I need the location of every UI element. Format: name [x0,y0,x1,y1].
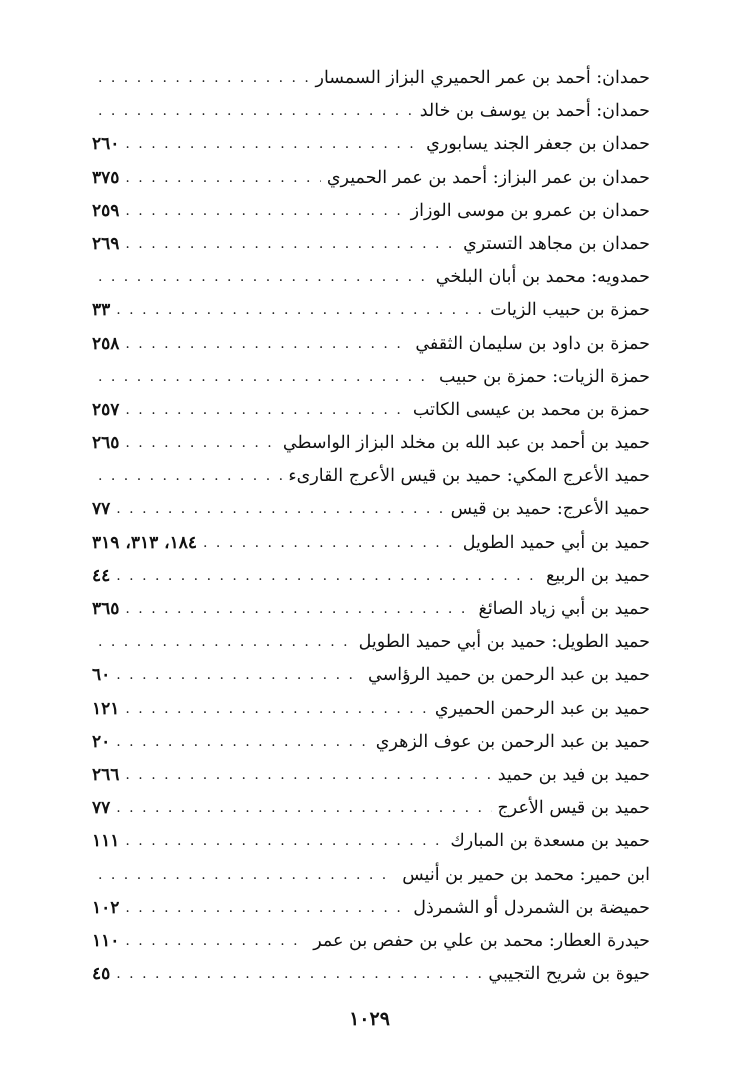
entry-name: حيوة بن شريح التجيبي [488,964,650,985]
entry-page-refs: ١٢١ [92,698,120,719]
entry-page-refs: ٦٠ [92,665,111,686]
entry-name: حمدان بن مجاهد التستري [463,233,650,254]
index-entry [92,361,650,394]
dot-leader [119,128,420,161]
dot-leader [110,792,491,825]
entry-name: حمدان بن جعفر الجند يسابوري [426,134,650,155]
index-page [92,62,650,991]
index-entry [92,958,650,991]
index-list [92,62,650,991]
dot-leader [119,195,404,228]
index-entry [92,626,650,659]
dot-leader [110,493,444,526]
entry-name: حميد بن قيس الأعرج [497,798,650,819]
entry-name: حميد بن أبي زياد الصائغ [478,599,650,619]
entry-page-refs: ٢٦٠ [92,134,120,155]
entry-name: حيدرة العطار: محمد بن علي بن حفص بن عمر [313,930,650,951]
entry-name: حمدان بن عمر البزاز: أحمد بن عمر الحميري [326,167,650,188]
entry-page-refs: ٣٣ [92,300,111,321]
entry-page-refs: ٢٥٩ [92,200,120,221]
entry-name: حميضة بن الشمردل أو الشمرذل [413,897,650,918]
index-entry [92,162,650,195]
entry-name: حميد بن عبد الرحمن الحميري [434,698,650,719]
index-entry [92,925,650,958]
entry-page-refs: ٢٥٨ [92,333,120,354]
entry-name: حمدويه: محمد بن أبان البلخي [435,267,650,288]
entry-page-refs: ٢٠ [92,731,111,752]
dot-leader [92,460,282,493]
index-entry [92,493,650,526]
entry-page-refs: ٣٧٥ [92,167,120,188]
dot-leader [92,62,310,95]
entry-name: حمدان بن عمرو بن موسى الوزاز [410,200,650,221]
entry-name: حميد بن فيد بن حميد [497,764,650,785]
entry-name: حمزة بن حبيب الزيات [490,300,650,321]
dot-leader [119,925,307,958]
index-entry [92,593,650,626]
page-number: ١٠٢٩ [349,1008,390,1030]
dot-leader [92,859,396,892]
index-entry [92,62,650,95]
entry-name: حميد الطويل: حميد بن أبي حميد الطويل [358,632,650,653]
entry-page-refs: ٢٦٥ [92,433,120,454]
entry-name: حميد بن عبد الرحمن بن حميد الرؤاسي [368,665,650,686]
dot-leader [119,394,406,427]
dot-leader [119,593,472,626]
entry-name: حمدان: أحمد بن يوسف بن خالد [419,101,650,122]
index-entry [92,659,650,692]
index-entry [92,294,650,327]
entry-name: ابن حمير: محمد بن حمير بن أنيس [402,864,650,885]
index-entry [92,825,650,858]
entry-name: حميد بن أحمد بن عبد الله بن مخلد البزاز الواسطي [282,433,650,454]
dot-leader [92,95,414,128]
dot-leader [119,759,491,792]
entry-name: حميد بن عبد الرحمن بن عوف الزهري [375,731,650,752]
dot-leader [92,261,430,294]
index-entry [92,394,650,427]
dot-leader [119,427,276,460]
index-entry [92,128,650,161]
entry-page-refs: ١١٠ [92,930,120,951]
dot-leader [119,228,457,261]
dot-leader [119,162,320,195]
dot-leader [110,958,482,991]
index-entry [92,560,650,593]
index-entry [92,427,650,460]
index-entry [92,726,650,759]
entry-page-refs: ٤٤ [92,565,111,586]
index-entry [92,261,650,294]
entry-page-refs: ٣٦٥ [92,599,120,619]
index-entry [92,95,650,128]
dot-leader [92,626,353,659]
index-entry [92,195,650,228]
dot-leader [119,328,409,361]
entry-name: حميد بن الربيع [545,565,650,586]
dot-leader [110,659,362,692]
entry-name: حميد الأعرج المكي: حميد بن قيس الأعرج القارىء [288,466,650,487]
entry-page-refs: ١٠٢ [92,897,120,918]
entry-page-refs: ٢٦٩ [92,233,120,254]
entry-page-refs: ٢٥٧ [92,399,120,420]
dot-leader [92,361,433,394]
entry-name: حميد بن مسعدة بن المبارك [450,831,650,852]
entry-name: حمدان: أحمد بن عمر الحميري البزاز السمسار [315,68,650,88]
dot-leader [119,825,444,858]
entry-page-refs: ١٨٤، ٣١٣، ٣١٩ [92,532,198,553]
dot-leader [197,527,457,560]
index-entry [92,792,650,825]
entry-name: حمزة بن داود بن سليمان الثقفي [415,333,650,354]
entry-name: حمزة بن محمد بن عيسى الكاتب [412,399,650,420]
dot-leader [110,294,484,327]
index-entry [92,328,650,361]
index-entry [92,693,650,726]
entry-name: حمزة الزيات: حمزة بن حبيب [439,366,650,387]
dot-leader [119,693,428,726]
dot-leader [119,892,407,925]
index-entry [92,759,650,792]
index-entry [92,859,650,892]
entry-page-refs: ٧٧ [92,798,111,819]
entry-name: حميد الأعرج: حميد بن قيس [450,499,650,520]
entry-page-refs: ٤٥ [92,964,111,985]
index-entry [92,892,650,925]
entry-page-refs: ١١١ [92,831,120,852]
index-entry [92,527,650,560]
entry-page-refs: ٢٦٦ [92,764,120,785]
index-entry [92,460,650,493]
index-entry [92,228,650,261]
dot-leader [110,726,370,759]
entry-name: حميد بن أبي حميد الطويل [462,532,650,553]
entry-page-refs: ٧٧ [92,499,111,520]
dot-leader [110,560,540,593]
